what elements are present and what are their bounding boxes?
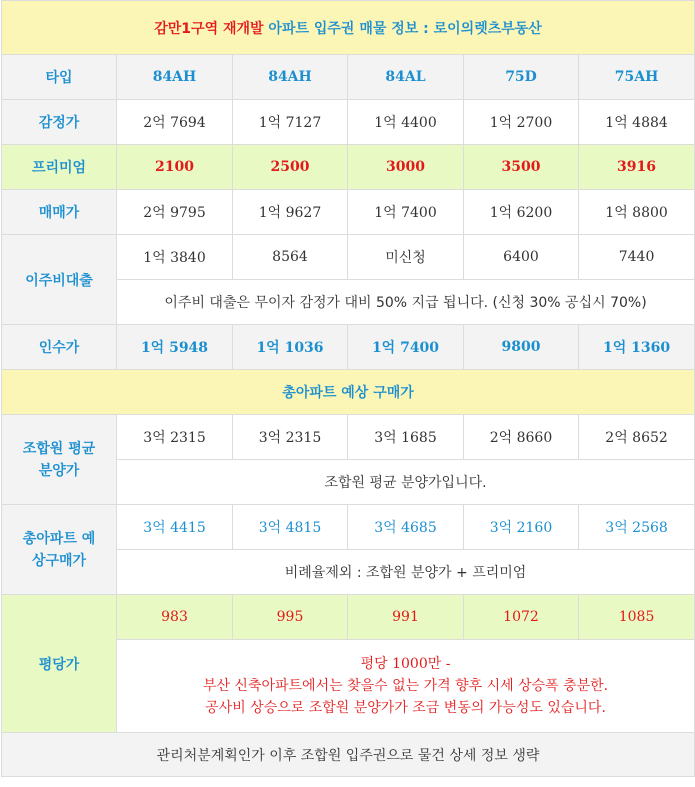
acquisition-row [2, 325, 695, 370]
footer-note: 관리처분계획인가 이후 조합원 입주권으로 물건 상세 정보 생략 [2, 733, 695, 777]
sale-price-cell: 2억 9795 [117, 190, 233, 235]
relocation-note: 이주비 대출은 무이자 감정가 대비 50% 지급 됩니다. (신청 30% 공십시 70%) [117, 280, 695, 325]
total-expected-cell: 3억 4685 [348, 505, 464, 550]
type-cell: 84AL [348, 55, 464, 100]
pyeong-row [2, 595, 695, 640]
appraisal-row [2, 100, 695, 145]
appraisal-cell: 1억 7127 [233, 100, 348, 145]
pyeong-cell: 991 [348, 595, 464, 640]
sale-price-row [2, 190, 695, 235]
relocation-loan-cell: 1억 3840 [117, 235, 233, 280]
pyeong-note [117, 640, 695, 733]
premium-cell: 3000 [348, 145, 464, 190]
premium-cell: 3916 [579, 145, 695, 190]
premium-row [2, 145, 695, 190]
pyeong-note-line: 공사비 상승으로 조합원 분양가가 조금 변동의 가능성도 있습니다. [205, 700, 606, 716]
sale-price-cell: 1억 7400 [348, 190, 464, 235]
title-red-part: 감만1구역 재개발 [154, 20, 264, 37]
sale-price-label: 매매가 [2, 190, 117, 235]
premium-label: 프리미엄 [2, 145, 117, 190]
pyeong-cell: 983 [117, 595, 233, 640]
type-cell: 84AH [233, 55, 348, 100]
section-header-row [2, 370, 695, 415]
appraisal-cell: 1억 4884 [579, 100, 695, 145]
union-avg-label: 조합원 평균 분양가 [2, 415, 117, 505]
total-expected-cell: 3억 2568 [579, 505, 695, 550]
acquisition-cell: 1억 7400 [348, 325, 464, 370]
premium-cell: 3500 [464, 145, 579, 190]
total-expected-cell: 3억 4815 [233, 505, 348, 550]
relocation-loan-cell: 7440 [579, 235, 695, 280]
total-expected-cell: 3억 2160 [464, 505, 579, 550]
appraisal-label: 감정가 [2, 100, 117, 145]
pyeong-label: 평당가 [2, 595, 117, 733]
sale-price-cell: 1억 8800 [579, 190, 695, 235]
sale-price-cell: 1억 9627 [233, 190, 348, 235]
union-avg-cell: 2억 8660 [464, 415, 579, 460]
relocation-loan-row [2, 235, 695, 280]
type-cell: 84AH [117, 55, 233, 100]
total-expected-note: 비례율제외 : 조합원 분양가 + 프리미엄 [117, 550, 695, 595]
union-avg-cell: 2억 8652 [579, 415, 695, 460]
type-cell: 75D [464, 55, 579, 100]
union-avg-cell: 3억 2315 [233, 415, 348, 460]
title-row [2, 1, 695, 55]
premium-cell: 2500 [233, 145, 348, 190]
listing-table [1, 0, 695, 777]
relocation-loan-cell: 8564 [233, 235, 348, 280]
pyeong-note-line: 부산 신축아파트에서는 찾을수 없는 가격 향후 시세 상승폭 충분한. [202, 678, 609, 694]
section-header: 총아파트 예상 구매가 [2, 370, 695, 415]
union-avg-cell: 3억 1685 [348, 415, 464, 460]
appraisal-cell: 1억 4400 [348, 100, 464, 145]
type-cell: 75AH [579, 55, 695, 100]
footer-row [2, 733, 695, 777]
page-title [2, 1, 695, 55]
union-avg-row [2, 415, 695, 460]
relocation-loan-cell: 미신청 [348, 235, 464, 280]
acquisition-label: 인수가 [2, 325, 117, 370]
pyeong-cell: 1072 [464, 595, 579, 640]
acquisition-cell: 1억 1360 [579, 325, 695, 370]
acquisition-cell: 9800 [464, 325, 579, 370]
total-expected-label: 총아파트 예상구매가 [2, 505, 117, 595]
total-expected-cell: 3억 4415 [117, 505, 233, 550]
union-avg-note: 조합원 평균 분양가입니다. [117, 460, 695, 505]
appraisal-cell: 2억 7694 [117, 100, 233, 145]
pyeong-note-line: 평당 1000만 - [360, 656, 451, 672]
title-blue-part: 아파트 입주권 매물 정보 : 로이의렛츠부동산 [268, 20, 542, 37]
relocation-loan-label: 이주비대출 [2, 235, 117, 325]
pyeong-cell: 1085 [579, 595, 695, 640]
type-label: 타입 [2, 55, 117, 100]
union-avg-cell: 3억 2315 [117, 415, 233, 460]
acquisition-cell: 1억 5948 [117, 325, 233, 370]
acquisition-cell: 1억 1036 [233, 325, 348, 370]
sale-price-cell: 1억 6200 [464, 190, 579, 235]
premium-cell: 2100 [117, 145, 233, 190]
appraisal-cell: 1억 2700 [464, 100, 579, 145]
relocation-loan-cell: 6400 [464, 235, 579, 280]
pyeong-cell: 995 [233, 595, 348, 640]
total-expected-row [2, 505, 695, 550]
type-row [2, 55, 695, 100]
